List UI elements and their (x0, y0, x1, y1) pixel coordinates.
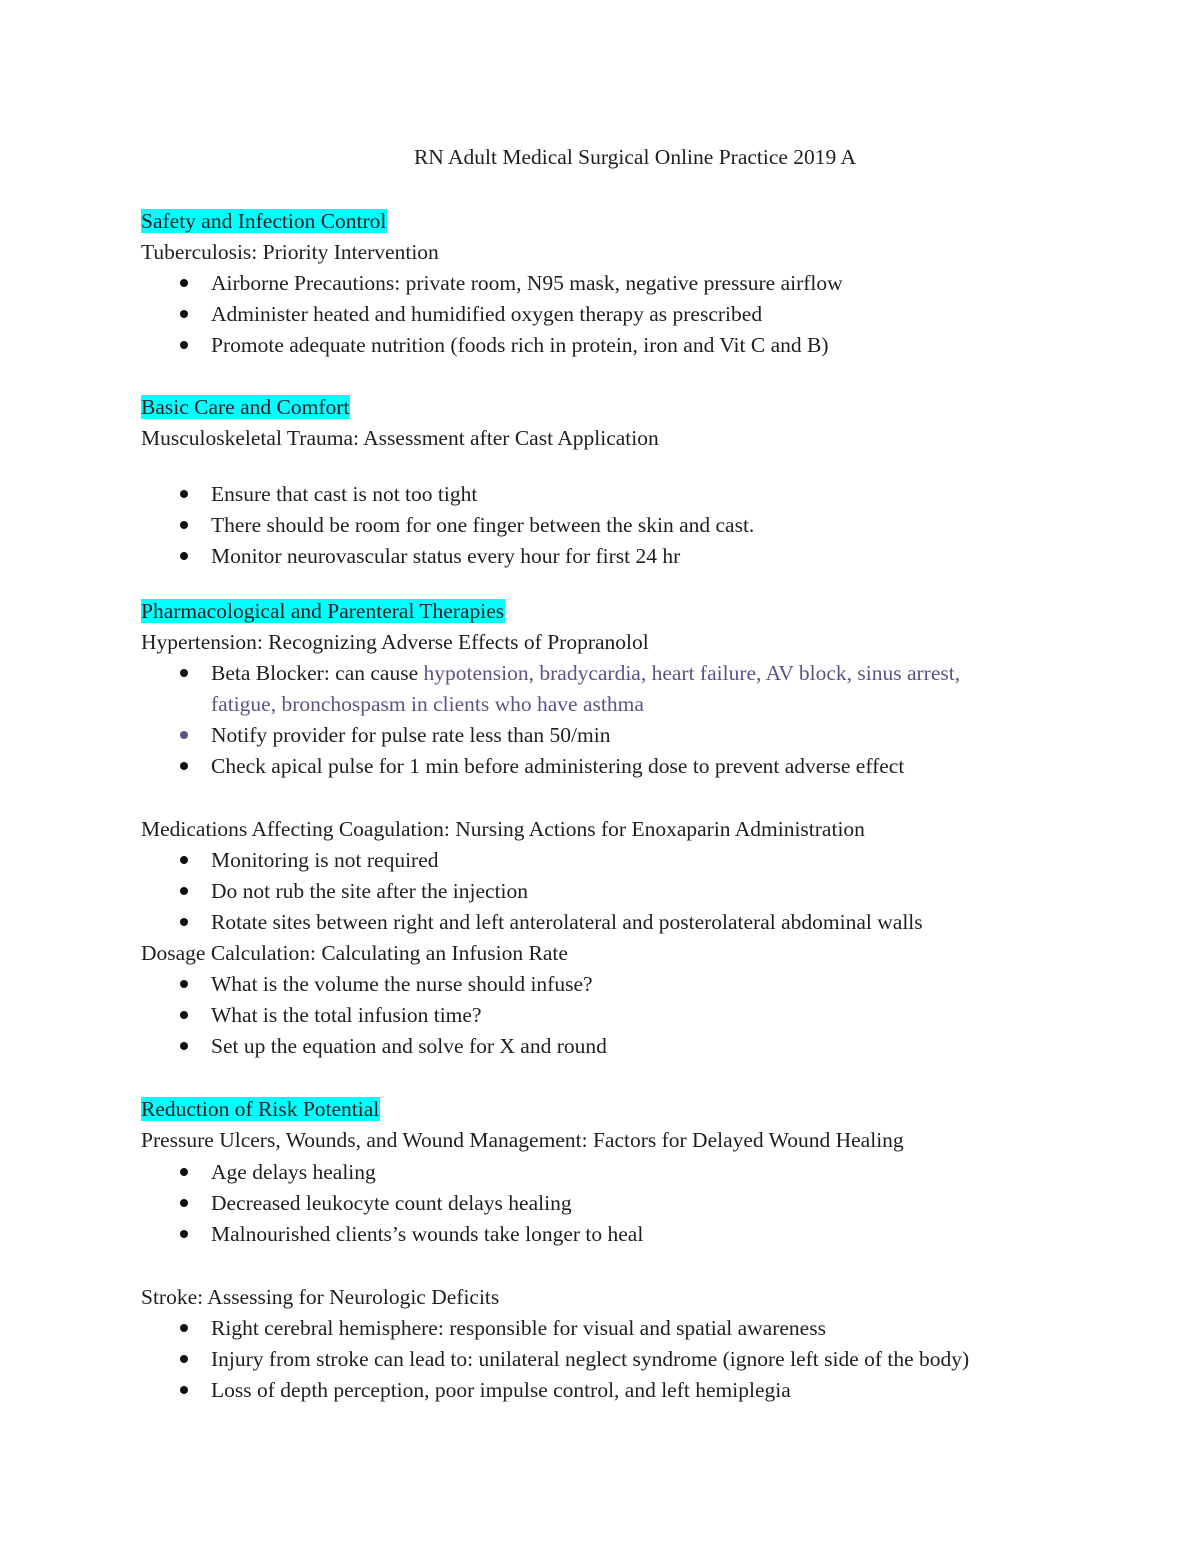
bullet-icon (180, 669, 188, 677)
bullet-icon (180, 521, 188, 529)
bullet-icon (180, 1011, 188, 1019)
section-heading-basic-care (141, 393, 350, 421)
beta-blocker-label: Beta Blocker: can cause (211, 661, 424, 685)
topic-tuberculosis: Tuberculosis: Priority Intervention (141, 240, 439, 264)
topic-coagulation: Medications Affecting Coagulation: Nursing Actions for Enoxaparin Administration (141, 817, 865, 841)
bullet-icon (180, 731, 188, 739)
section-heading-pharmacological (141, 597, 505, 625)
highlighted-heading: Reduction of Risk Potential (141, 1097, 380, 1121)
bullet-icon (180, 887, 188, 895)
bullet-icon (180, 341, 188, 349)
topic-musculoskeletal: Musculoskeletal Trauma: Assessment after Cast Application (141, 426, 659, 450)
bullet-icon (180, 279, 188, 287)
beta-effects-line2: fatigue, bronchospasm in clients who have asthma (211, 692, 644, 716)
highlighted-heading: Pharmacological and Parenteral Therapies (141, 599, 505, 623)
highlighted-heading: Safety and Infection Control (141, 209, 387, 233)
bullet-icon (180, 1230, 188, 1238)
bullet-icon (180, 1199, 188, 1207)
beta-effects-line1: hypotension, bradycardia, heart failure, AV block, sinus arrest, (423, 661, 961, 685)
topic-pressure-ulcers: Pressure Ulcers, Wounds, and Wound Management: Factors for Delayed Wound Healing (141, 1128, 904, 1152)
highlighted-heading: Basic Care and Comfort (141, 395, 350, 419)
bullet-icon (180, 1355, 188, 1363)
bullet-icon (180, 856, 188, 864)
bullet-icon (180, 1168, 188, 1176)
document-page: RN Adult Medical Surgical Online Practice 2019 A Safety and Infection Control Tuberculosis: Priority Intervention Airborne Precautions: private room, N95 mask, negative pressure airflow Administer heated and humidified oxygen therapy as prescribed Promote adequate nutrition (foods rich in protein, iron and Vit C and B) Basic Care and Comfort Musculoskeletal Trauma: Assessment after Cast Application Ensure that cast is not too tight There should be room for one finger between the skin and cast. Monitor neurovascular status every hour for first 24 hr Pharmacological and Parenteral Therapies Hypertension: Recognizing Adverse Effects of Propranolol Beta Blocker: can cause hypotension, bradycardia, heart failure, AV block, sinus arrest, fatigue, bronchospasm in clients who have asthma Notify provider for pulse rate less than 50/min Check apical pulse for 1 min before administering dose to prevent adverse effect Medications Affecting Coagulation: Nursing Actions for Enoxaparin Administration Monitoring is not required Do not rub the site after the injection Rotate sites between right and left anterolateral and posterolateral abdominal walls Dosage Calculation: Calculating an Infusion Rate What is the volume the nurse should infuse? What is the total infusion time? Set up the equation and solve for X and round Reduction of Risk Potential Pressure Ulcers, Wounds, and Wound Management: Factors for Delayed Wound Healing Age delays healing Decreased leukocyte count delays healing Malnourished clients’s wounds take longer to heal Stroke: Assessing for Neurologic Deficits Right cerebral hemisphere: responsible for visual and spatial awareness Injury from stroke can lead to: unilateral neglect syndrome (ignore left side of the body) Loss of depth perception, poor impulse control, and left hemiplegia (0, 0, 1200, 1553)
bullet-icon (180, 552, 188, 560)
bullet-icon (180, 490, 188, 498)
bullet-icon (180, 1324, 188, 1332)
document-title: RN Adult Medical Surgical Online Practice 2019 A (413, 145, 857, 169)
bullet-icon (180, 310, 188, 318)
bullet-icon (180, 918, 188, 926)
bullet-icon (180, 1042, 188, 1050)
topic-hypertension: Hypertension: Recognizing Adverse Effects of Propranolol (141, 630, 649, 654)
bullet-icon (180, 980, 188, 988)
topic-stroke: Stroke: Assessing for Neurologic Deficits (141, 1285, 500, 1309)
bullet-icon (180, 762, 188, 770)
bullet-icon (180, 1386, 188, 1394)
topic-dosage-calculation: Dosage Calculation: Calculating an Infusion Rate (141, 941, 568, 965)
section-heading-safety (141, 207, 387, 235)
section-heading-risk (141, 1095, 380, 1123)
